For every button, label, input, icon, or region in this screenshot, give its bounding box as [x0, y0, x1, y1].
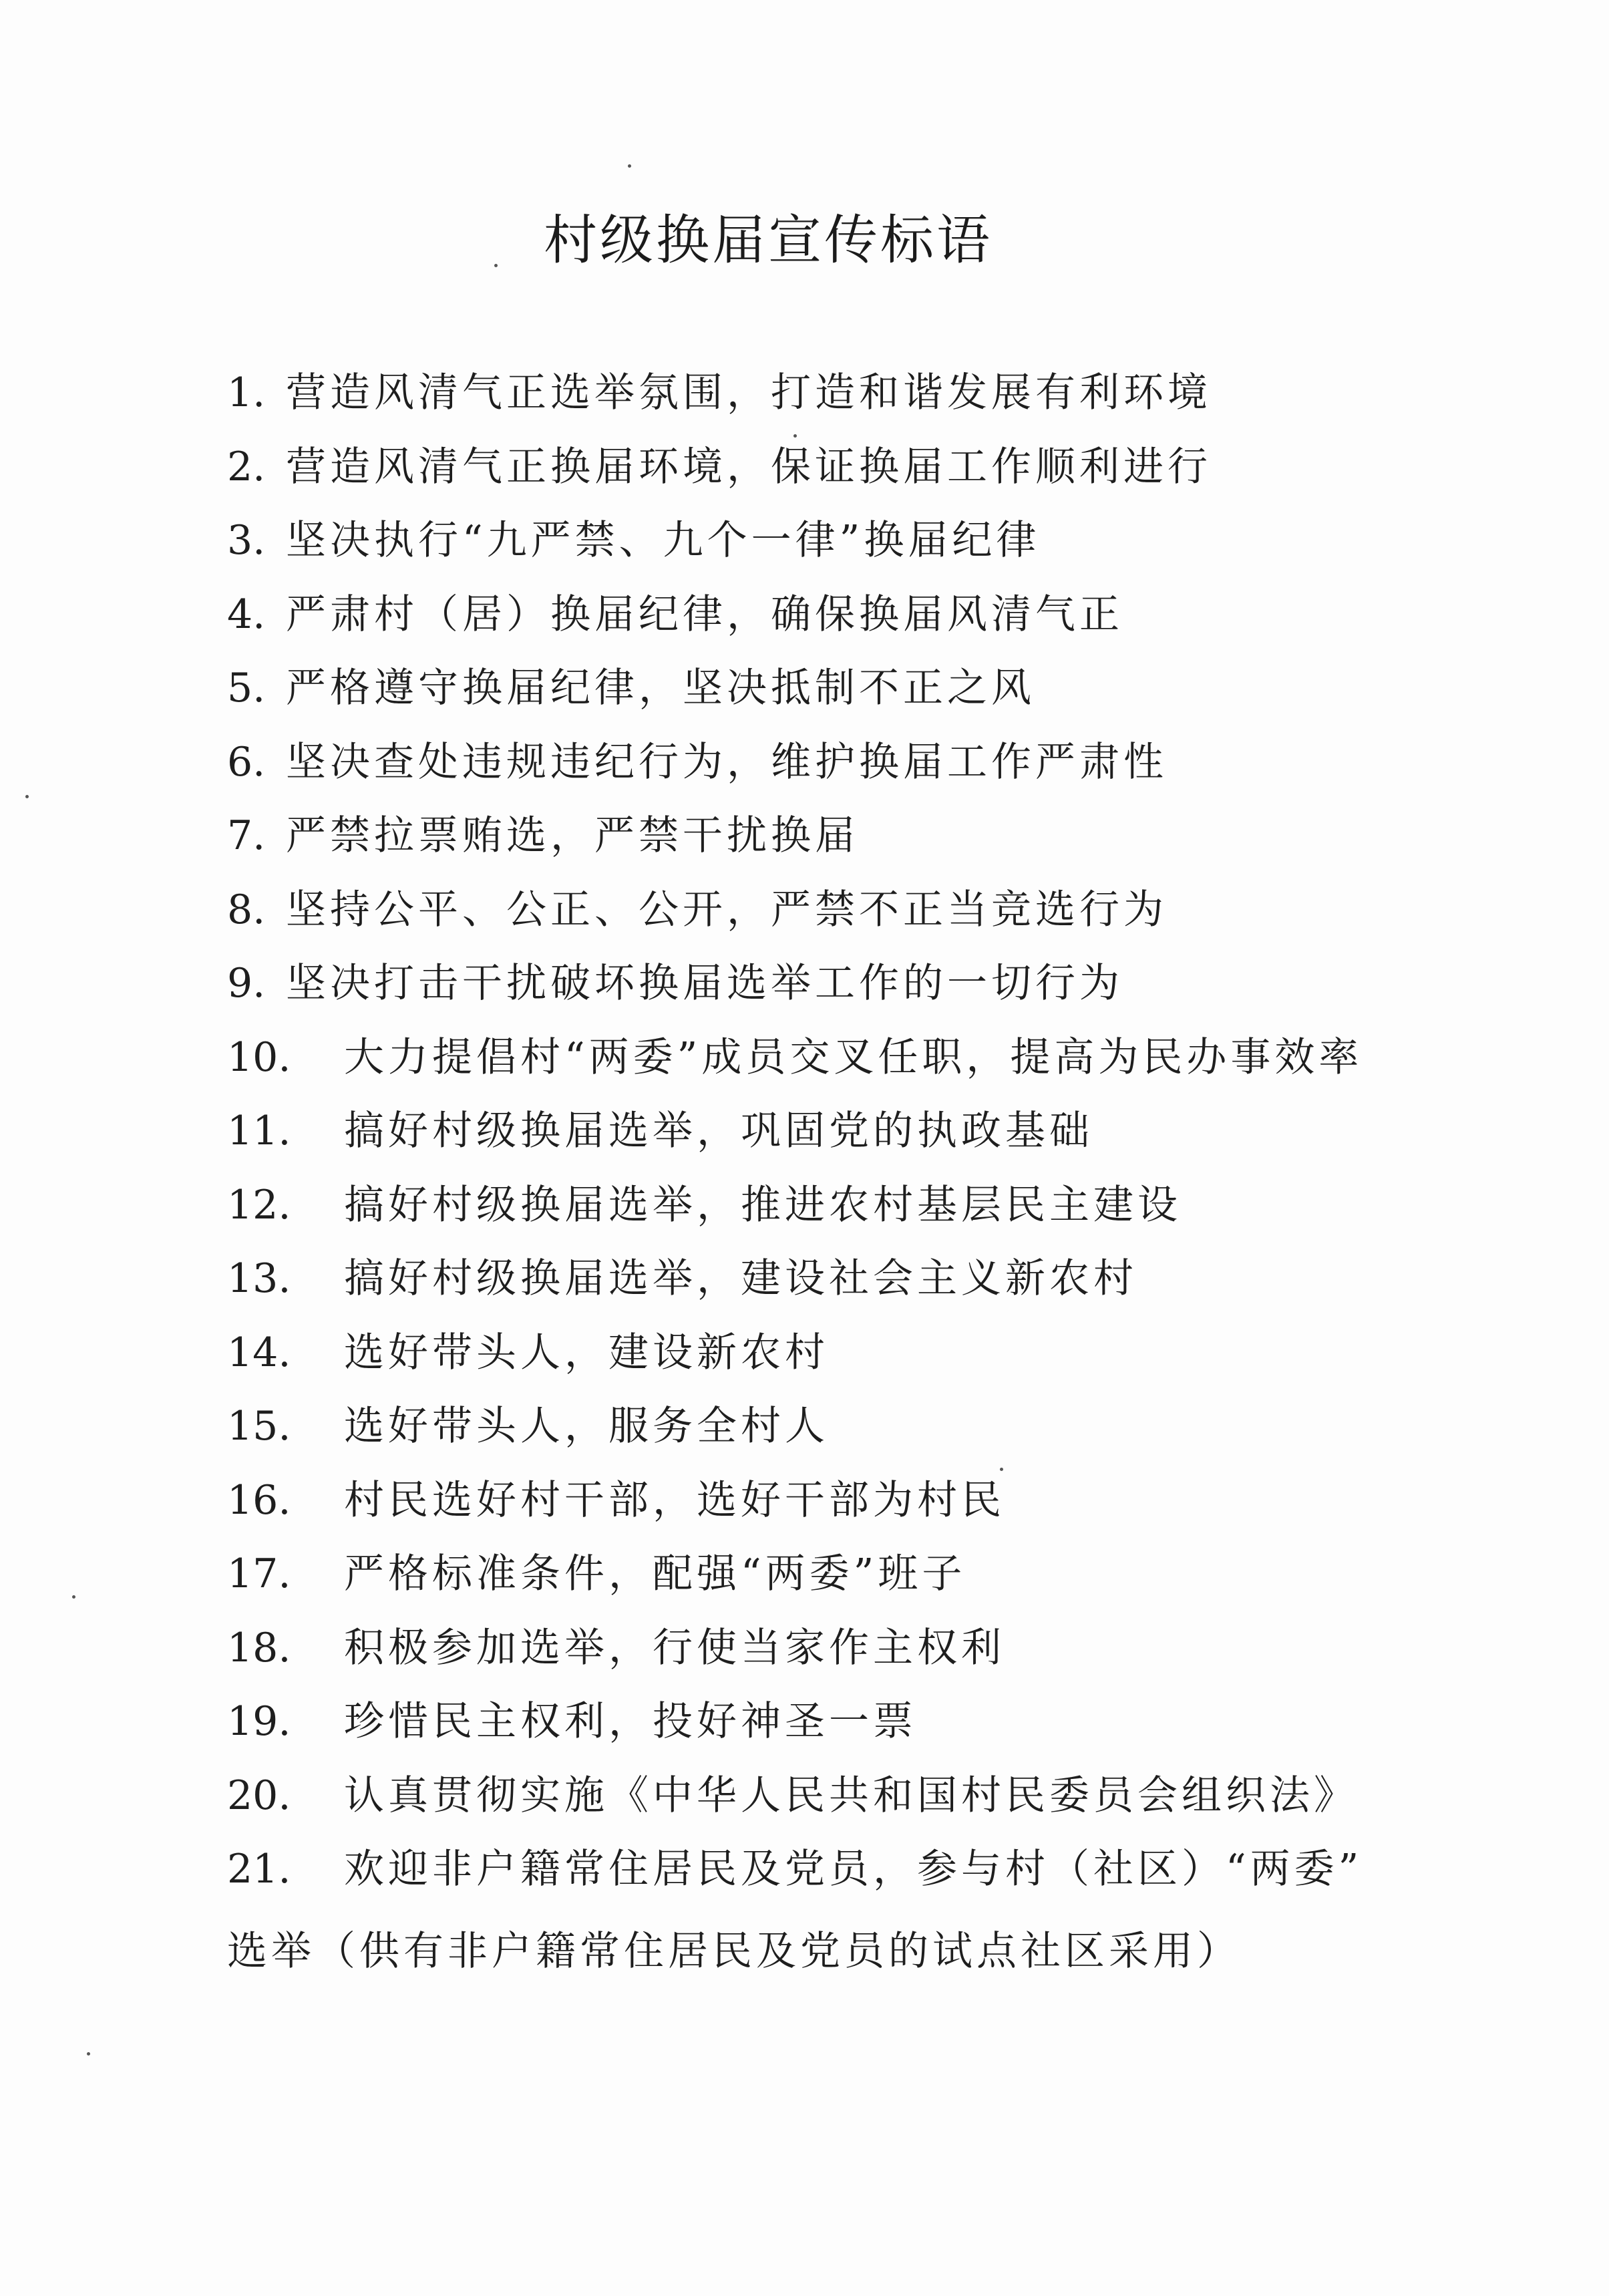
item-number: 14. [227, 1329, 291, 1376]
item-text: 坚决执行“九严禁、九个一律”换届纪律 [286, 517, 1041, 564]
item-number: 19. [227, 1698, 291, 1745]
scan-speck [25, 795, 29, 798]
item-number: 11. [227, 1108, 291, 1154]
list-item [227, 1094, 1449, 1168]
item-text: 搞好村级换届选举，推进农村基层民主建设 [344, 1181, 1182, 1228]
item-text: 村民选好村干部，选好干部为村民 [344, 1476, 1005, 1524]
item-text: 坚持公平、公正、公开，严禁不正当竞选行为 [286, 886, 1168, 933]
list-item [227, 1242, 1449, 1316]
scan-speck [87, 2052, 90, 2056]
list-item [227, 947, 1449, 1021]
list-item [227, 356, 1449, 430]
item-number: 2. [227, 443, 266, 490]
item-number: 9. [227, 960, 266, 1007]
item-text: 珍惜民主权利，投好神圣一票 [344, 1698, 917, 1745]
list-item [227, 1685, 1449, 1759]
scan-speck [72, 1595, 75, 1599]
item-text: 严格标准条件，配强“两委”班子 [344, 1550, 966, 1597]
list-item [227, 504, 1449, 578]
list-item [227, 725, 1449, 800]
item-number: 13. [227, 1255, 291, 1302]
item-number: 1. [227, 369, 266, 416]
item-text: 认真贯彻实施《中华人民共和国村民委员会组织法》 [344, 1772, 1358, 1819]
item-text: 严格遵守换届纪律，坚决抵制不正之风 [286, 665, 1035, 711]
item-text: 选好带头人，建设新农村 [344, 1329, 829, 1376]
list-item [227, 1611, 1449, 1685]
item-number: 6. [227, 738, 266, 786]
item-text: 选好带头人，服务全村人 [344, 1403, 829, 1450]
scan-speck [628, 164, 631, 168]
item-number: 7. [227, 812, 266, 859]
item-text: 坚决查处违规违纪行为，维护换届工作严肃性 [286, 738, 1168, 786]
item-number: 15. [227, 1403, 291, 1450]
list-item [227, 1464, 1449, 1538]
item-number: 3. [227, 517, 266, 564]
item-text: 严禁拉票贿选，严禁干扰换届 [286, 812, 859, 859]
item-text: 坚决打击干扰破坏换届选举工作的一切行为 [286, 960, 1123, 1007]
item-number: 20. [227, 1772, 291, 1819]
item-text: 严肃村（居）换届纪律，确保换届风清气正 [286, 591, 1123, 638]
item-number: 17. [227, 1550, 291, 1597]
list-item [227, 799, 1449, 873]
item-number: 4. [227, 591, 266, 638]
list-item [227, 578, 1449, 652]
list-item [227, 1832, 1449, 1907]
list-item [227, 430, 1449, 504]
document-title: 村级换届宣传标语 [544, 209, 993, 271]
item-number: 8. [227, 886, 266, 933]
item-text: 搞好村级换届选举，建设社会主义新农村 [344, 1255, 1137, 1302]
item-number: 16. [227, 1476, 291, 1524]
list-item [227, 1316, 1449, 1390]
list-item [227, 1389, 1449, 1464]
item-number: 18. [227, 1624, 291, 1671]
item-text: 大力提倡村“两委”成员交叉任职，提高为民办事效率 [344, 1033, 1363, 1081]
item-number: 5. [227, 665, 266, 711]
item-number: 12. [227, 1181, 291, 1228]
list-item [227, 1168, 1449, 1243]
item-text: 积极参加选举，行使当家作主权利 [344, 1624, 1005, 1671]
item-text: 营造风清气正换届环境，保证换届工作顺利进行 [286, 443, 1212, 490]
scan-speck [793, 434, 797, 438]
slogan-list [227, 356, 1449, 1907]
item-text: 搞好村级换届选举，巩固党的执政基础 [344, 1108, 1093, 1154]
scan-speck [494, 264, 498, 267]
item-text: 欢迎非户籍常住居民及党员，参与村（社区）“两委” [344, 1846, 1363, 1893]
list-item [227, 873, 1449, 947]
item-number: 21. [227, 1846, 291, 1893]
list-item [227, 651, 1449, 725]
scan-speck [1000, 1468, 1003, 1471]
item-text: 营造风清气正选举氛围，打造和谐发展有利环境 [286, 369, 1212, 416]
list-item [227, 1759, 1449, 1833]
item-number: 10. [227, 1033, 291, 1081]
list-item [227, 1021, 1449, 1095]
list-item [227, 1537, 1449, 1611]
item-21-continuation: 选举（供有非户籍常住居民及党员的试点社区采用） [227, 1928, 1241, 1975]
